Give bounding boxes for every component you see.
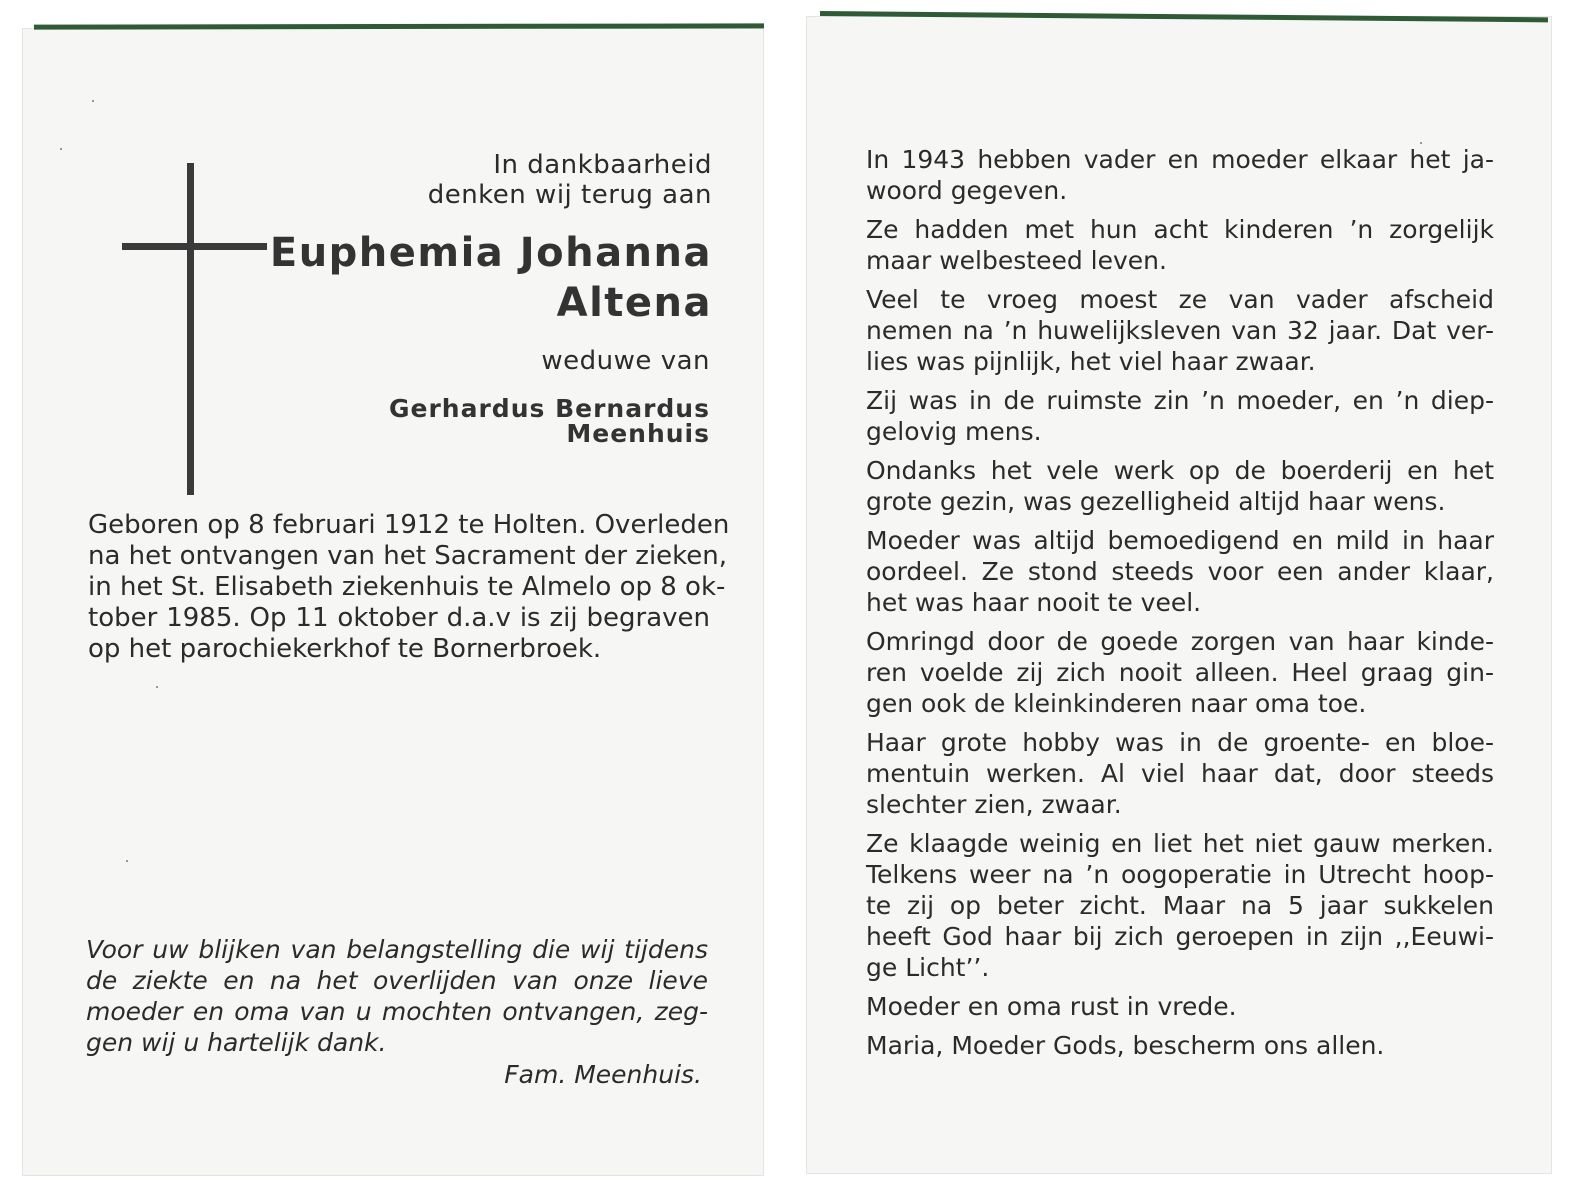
deceased-name [270, 228, 712, 328]
text-line: in het St. Elisabeth ziekenhuis te Almelo op 8 ok- [88, 572, 726, 602]
intro-text [428, 150, 712, 210]
memorial-paragraph [866, 144, 1494, 206]
text-line: Ze klaagde weinig en liet het niet gauw merken. [866, 829, 1494, 858]
text-line: woord gegeven. [866, 176, 1068, 205]
memorial-paragraph [866, 385, 1494, 447]
text-line: grote gezin, was gezelligheid altijd haar wens. [866, 487, 1446, 516]
text-line: het was haar nooit te veel. [866, 588, 1202, 617]
thanks-text [86, 934, 708, 1058]
text-line: Maria, Moeder Gods, bescherm ons allen. [866, 1031, 1385, 1060]
text-line: ren voelde zij zich nooit alleen. Heel graag gin- [866, 658, 1494, 687]
text-line: maar welbesteed leven. [866, 246, 1167, 275]
birth-death-text [88, 510, 730, 665]
name-line: Euphemia Johanna [269, 230, 712, 276]
text-line: Geboren op 8 februari 1912 te Holten. Overleden [88, 510, 730, 540]
signature: Fam. Meenhuis. [504, 1060, 702, 1089]
text-line: Veel te vroeg moest ze van vader afscheid [866, 285, 1494, 314]
husband-line: Meenhuis [566, 419, 710, 448]
text-line: nemen na ’n huwelijksleven van 32 jaar. Dat ver- [866, 316, 1494, 345]
memorial-paragraph [866, 214, 1494, 276]
scan-speck [156, 686, 158, 688]
husband-line: Gerhardus Bernardus [389, 394, 710, 423]
memorial-paragraph [866, 727, 1494, 820]
scan-speck [92, 100, 94, 102]
text-line: oordeel. Ze stond steeds voor een ander klaar, [866, 557, 1494, 586]
text-line: mentuin werken. Al viel haar dat, door steeds [866, 759, 1494, 788]
widow-of-label: weduwe van [541, 346, 710, 376]
text-line: na het ontvangen van het Sacrament der zieken, [88, 541, 728, 571]
text-line: Ondanks het vele werk op de boerderij en het [866, 456, 1494, 485]
memorial-paragraph [866, 455, 1494, 517]
text-line: Zij was in de ruimste zin ’n moeder, en ’n diep- [866, 386, 1494, 415]
text-line: gen ook de kleinkinderen naar oma toe. [866, 689, 1367, 718]
text-line: slechter zien, zwaar. [866, 790, 1122, 819]
text-line: Moeder en oma rust in vrede. [866, 992, 1237, 1021]
text-line: Moeder was altijd bemoedigend en mild in haar [866, 526, 1494, 555]
memorial-paragraph [866, 991, 1494, 1022]
text-line: Omringd door de goede zorgen van haar kinde- [866, 627, 1494, 656]
memorial-paragraph [866, 828, 1494, 983]
text-line: In 1943 hebben vader en moeder elkaar het ja- [866, 145, 1494, 174]
text-line: Telkens weer na ’n oogoperatie in Utrecht hoop- [866, 860, 1494, 889]
name-line: Altena [556, 280, 712, 326]
text-line: gen wij u hartelijk dank. [86, 1028, 387, 1057]
intro-line: denken wij terug aan [427, 180, 712, 210]
text-line: Ze hadden met hun acht kinderen ’n zorgelijk [866, 215, 1494, 244]
cross-icon-horizontal [122, 243, 267, 250]
text-line: Haar grote hobby was in de groente- en bloe- [866, 728, 1494, 757]
memorial-paragraph [866, 1030, 1494, 1061]
text-line: te zij op beter zicht. Maar na 5 jaar sukkelen [866, 891, 1494, 920]
husband-name [389, 396, 710, 446]
text-line: ge Licht’’. [866, 953, 990, 982]
text-line: de ziekte en na het overlijden van onze lieve [86, 966, 708, 995]
text-line: lies was pijnlijk, het viel haar zwaar. [866, 347, 1316, 376]
text-line: moeder en oma van u mochten ontvangen, zeg- [86, 997, 708, 1026]
memorial-paragraph [866, 525, 1494, 618]
intro-line: In dankbaarheid [493, 150, 712, 180]
scan-speck [60, 148, 62, 150]
cross-icon-vertical [187, 163, 194, 495]
text-line: gelovig mens. [866, 417, 1042, 446]
scan-speck [126, 860, 128, 862]
memorial-paragraph [866, 284, 1494, 377]
memorial-paragraph [866, 626, 1494, 719]
memorial-text [866, 144, 1494, 1069]
text-line: heeft God haar bij zich geroepen in zijn ,,Eeuwi- [866, 922, 1494, 951]
text-line: tober 1985. Op 11 oktober d.a.v is zij begraven [88, 603, 710, 633]
text-line: op het parochiekerkhof te Bornerbroek. [88, 634, 602, 664]
text-line: Voor uw blijken van belangstelling die wij tijdens [86, 935, 708, 964]
